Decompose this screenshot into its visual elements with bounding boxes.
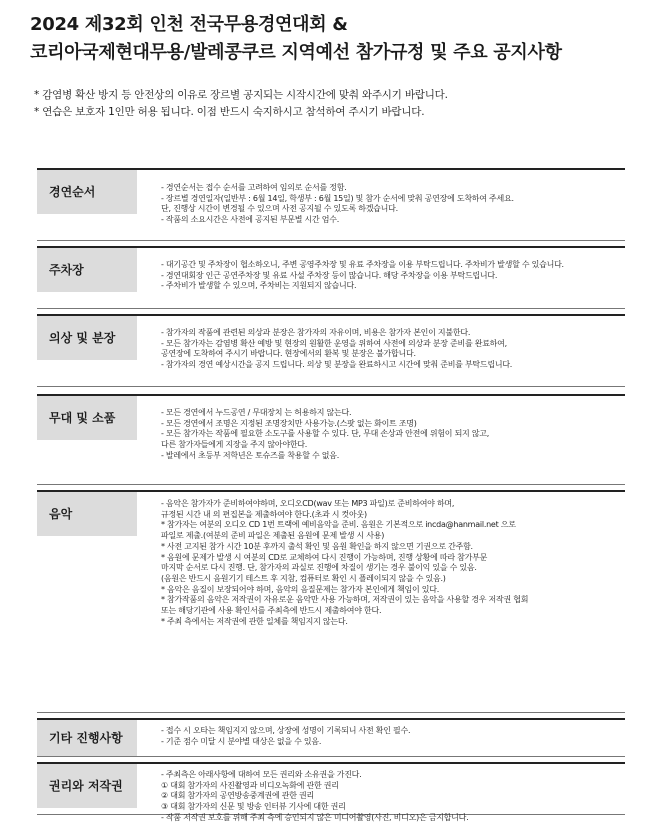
rule-line: * 음원에 문제가 발생 시 여분의 CD로 교체하여 다시 진행이 가능하며, 진행 상황에 따라 참가부문 [161, 552, 488, 562]
rule-line: - 경연대회장 인근 공연주차장 및 유료 사설 주차장 등이 많습니다. 해당 주차장을 이용 부탁드립니다. [161, 270, 498, 280]
rule-line: 다른 참가자들에게 지장을 주지 않아야한다. [161, 440, 308, 450]
section-parking [37, 246, 625, 309]
notice-1: * 감염병 확산 방지 등 안전상의 이유로 장르별 공지되는 시작시간에 맞춰 와주시기 바랍니다. [34, 89, 448, 101]
title-line-2: 코리아국제현대무용/발레콩쿠르 지역예선 참가규정 및 주요 공지사항 [30, 42, 562, 63]
rule-line: 공연장에 도착하여 주시기 바랍니다. 현장에서의 환복 및 분장은 불가합니다. [161, 349, 416, 359]
section-rights [37, 762, 625, 822]
rule-line: - 모든 참가자는 감염병 확산 예방 및 현장의 원활한 운영을 위하여 사전에 의상과 분장 준비를 완료하여, [161, 338, 507, 348]
rule-line: * 음악은 음질이 보장되어야 하며, 음악의 음질문제는 참가자 본인에게 책임이 있다. [161, 584, 440, 594]
section-body [161, 408, 625, 462]
section-body [161, 770, 625, 824]
section-body [161, 499, 625, 627]
rule-line: ② 대회 참가자의 공연방송중계권에 관한 권리 [161, 791, 314, 801]
section-heading: 경연순서 [37, 170, 137, 214]
rule-line: - 접수 시 오타는 책임지지 않으며, 상장에 성명이 기록되니 사전 확인 필수. [161, 726, 411, 735]
rule-line: - 음악은 참가자가 준비하여야하며, 오디오CD(wav 또는 MP3 파일)로 준비하여야 하며, [161, 499, 455, 508]
rule-line: 단, 진행상 시간이 변경될 수 있으며 사전 공지될 수 있도록 하겠습니다. [161, 204, 398, 214]
section-heading: 무대 및 소품 [37, 396, 137, 440]
rule-line: - 모든 참가자는 작품에 필요한 소도구를 사용할 수 있다. 단, 무대 손상과 안전에 위험이 되지 않고, [161, 429, 490, 439]
section-heading: 의상 및 분장 [37, 316, 137, 360]
rule-line: - 대기공간 및 주차장이 협소하오니, 주변 공영주차장 및 유료 주차장을 이용 부탁드립니다. 주차비가 발생할 수 있습니다. [161, 260, 564, 269]
rule-line: (음원은 반드시 음원기기 테스트 후 지참, 컴퓨터로 확인 시 플레이되지 않을 수 있음.) [161, 573, 446, 583]
section-heading: 음악 [37, 492, 137, 536]
rule-line: ③ 대회 참가자의 신문 및 방송 인터뷰 기사에 대한 권리 [161, 802, 346, 812]
rule-line: - 경연순서는 접수 순서를 고려하여 임의로 순서를 정함. [161, 183, 347, 192]
section-heading: 기타 진행사항 [37, 720, 137, 756]
rule-line: - 주최측은 아래사항에 대하여 모든 권리와 소유권을 가진다. [161, 770, 362, 779]
rule-line: * 참가작품의 음악은 저작권이 자유로운 음악만 사용 가능하며, 저작권이 있는 음악을 사용할 경우 저작권 협회 [161, 595, 529, 605]
rule-line: 또는 해당기관에 사용 확인서를 주최측에 반드시 제출하여야 한다. [161, 606, 382, 616]
section-heading: 주차장 [37, 248, 137, 292]
rule-line: - 기준 점수 미달 시 분야별 대상은 없을 수 있음. [161, 736, 322, 746]
rule-line: - 참가자의 작품에 관련된 의상과 분장은 참가자의 자유이며, 비용은 참가자 본인이 지불한다. [161, 328, 471, 337]
section-order [37, 168, 625, 241]
rule-line: 파일로 제출.(여분의 준비 파일은 제출된 음원에 문제 발생 시 사용) [161, 531, 385, 541]
rule-line: * 참가자는 여분의 오디오 CD 1번 트랙에 예비음악을 준비. 음원은 기본적으로 incda@hanmail.net 으로 [161, 520, 516, 530]
rule-line: - 모든 경연에서 누드공연 / 무대장치 는 허용하지 않는다. [161, 408, 352, 417]
section-costume [37, 314, 625, 387]
section-body [161, 260, 625, 292]
rule-line: - 발레에서 초등부 저학년은 토슈즈를 착용할 수 없음. [161, 450, 340, 460]
rule-line: * 사전 고지된 참가 시간 10분 후까지 출석 확인 및 음원 확인을 하지 않으면 기권으로 간주함. [161, 541, 473, 551]
rule-line: - 작품의 소요시간은 사전에 공지된 부문별 시간 엄수. [161, 215, 340, 225]
rule-line: - 작품 저작권 보호를 위해 주최 측에 승인되지 않은 미디어촬영(사진, 비디오)은 금지합니다. [161, 812, 469, 822]
rule-line: 규정된 시간 내 의 편집본을 제출하여야 한다.(초과 시 컷아웃) [161, 509, 367, 519]
section-stage [37, 394, 625, 485]
rule-line: - 장르별 경연일자(일반부 : 6월 14일, 학생부 : 6월 15일) 및 참가 순서에 맞춰 공연장에 도착하여 주세요. [161, 193, 514, 203]
section-heading: 권리와 저작권 [37, 764, 137, 808]
rule-line: ① 대회 참가자의 사진촬영과 비디오녹화에 관한 권리 [161, 780, 339, 790]
rule-line: * 주최 측에서는 저작권에 관한 일체를 책임지지 않는다. [161, 616, 348, 626]
section-etc [37, 718, 625, 757]
notice-2: * 연습은 보호자 1인만 허용 됩니다. 이점 반드시 숙지하시고 참석하여 주시기 바랍니다. [34, 106, 425, 118]
section-body [161, 328, 625, 371]
section-body [161, 183, 625, 226]
rule-line: - 참가자의 경연 예상시간을 공지 드립니다. 의상 및 분장을 완료하시고 시간에 맞춰 준비를 부탁드립니다. [161, 360, 513, 370]
rule-line: - 주차비가 발생할 수 있으며, 주차비는 지원되지 않습니다. [161, 281, 357, 291]
section-body [161, 726, 625, 747]
section-music [37, 490, 625, 713]
rule-line: 마지막 순서로 다시 진행. 단, 참가자의 과실로 진행에 차질이 생기는 경우 불이익 있을 수 있음. [161, 563, 477, 573]
rule-line: - 모든 경연에서 조명은 지정된 조명장치만 사용가능.(스팟 없는 화이트 조명) [161, 418, 417, 428]
title-line-1: 2024 제32회 인천 전국무용경연대회 & [30, 14, 348, 35]
